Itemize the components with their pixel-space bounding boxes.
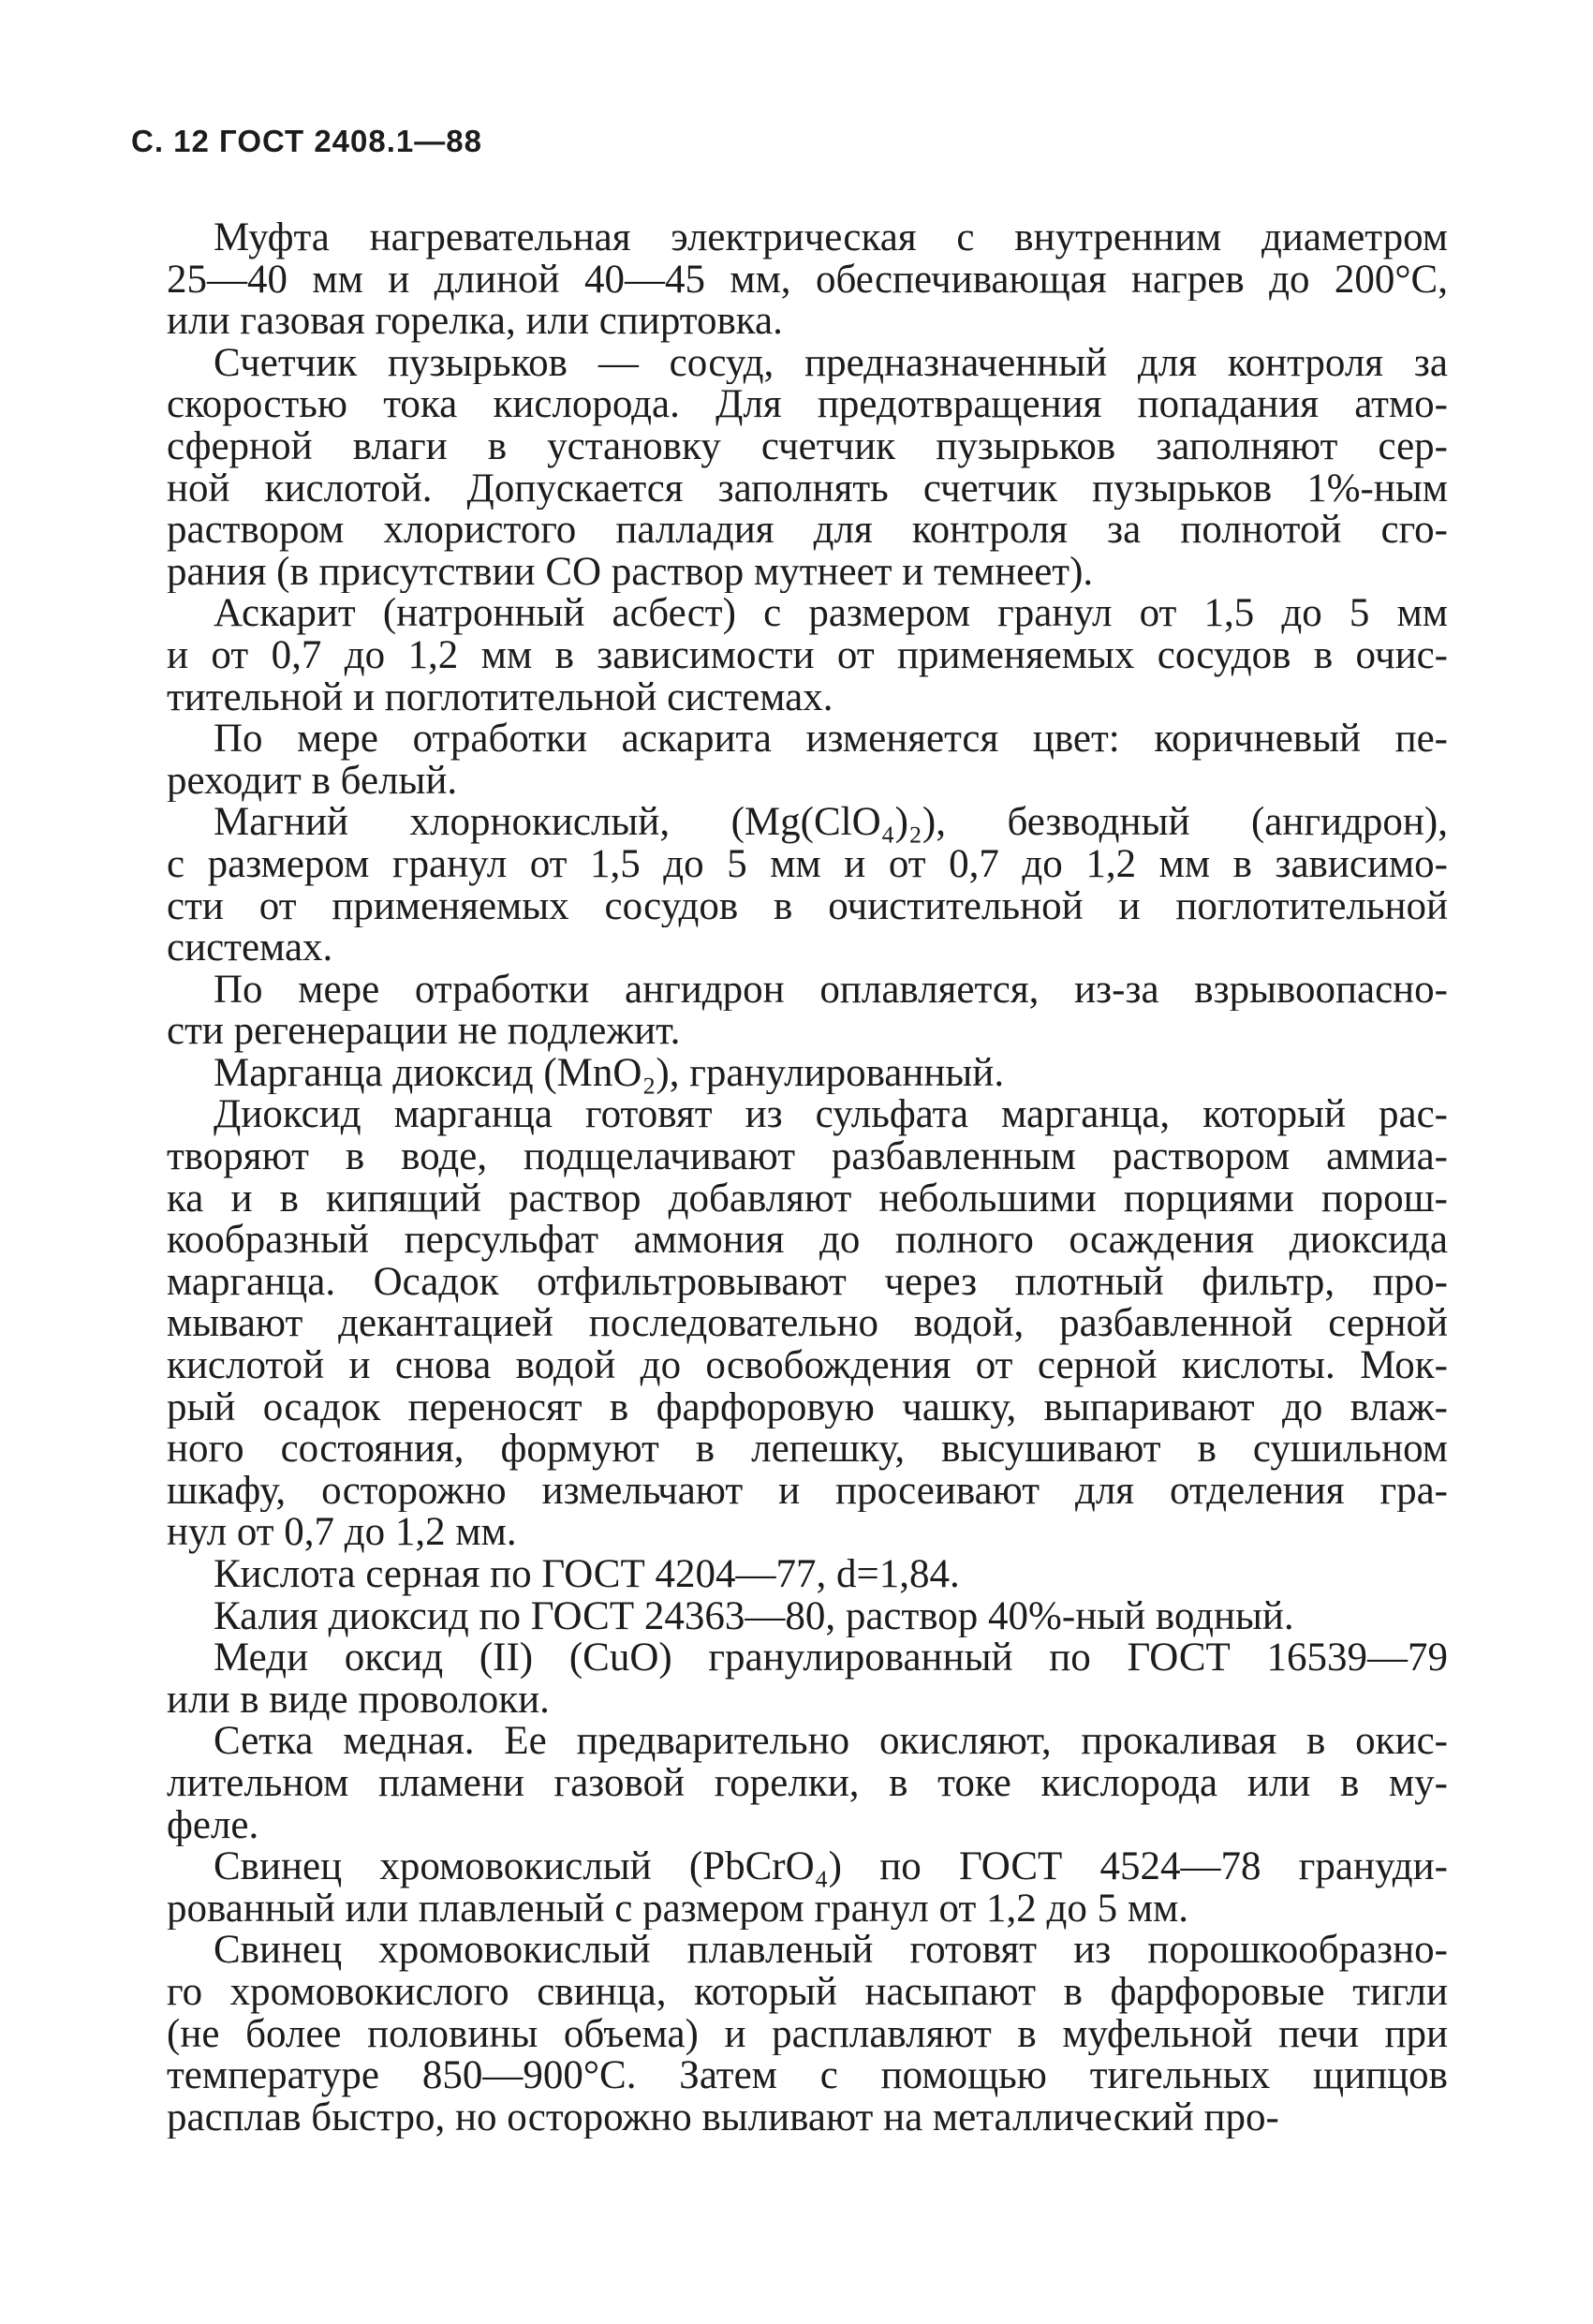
- text-line: реходит в белый.: [167, 760, 458, 803]
- text-line: и от 0,7 до 1,2 мм в зависимости от применяемых сосудов в очис-: [167, 634, 1448, 677]
- text-line: с размером гранул от 1,5 до 5 мм и от 0,7 до 1,2 мм в зависимо-: [167, 843, 1448, 886]
- paragraph: [167, 1053, 1448, 1095]
- paragraph: [167, 1637, 1448, 1721]
- text-line: сти регенерации не подлежит.: [167, 1011, 681, 1053]
- text-line: Диоксид марганца готовят из сульфата марганца, который рас-: [214, 1094, 1448, 1137]
- text-line: рания (в присутствии СО раствор мутнеет и темнеет).: [167, 551, 1094, 594]
- text-line: кообразный персульфат аммония до полного осаждения диоксида: [167, 1220, 1448, 1262]
- paragraph: [167, 1596, 1448, 1638]
- text-line: По мере отработки аскарита изменяется цвет: коричневый пе-: [214, 718, 1448, 761]
- paragraph: [167, 970, 1448, 1053]
- text-line: температуре 850—900°С. Затем с помощью тигельных щипцов: [167, 2055, 1448, 2097]
- text-line: Свинец хромовокислый (PbCrO₄) по ГОСТ 4524—78 грануди-: [214, 1846, 1448, 1888]
- text-line: тительной и поглотительной системах.: [167, 676, 833, 719]
- paragraph: [167, 1721, 1448, 1846]
- text-line: Аскарит (натронный асбест) с размером гранул от 1,5 до 5 мм: [214, 593, 1448, 635]
- text-line: расплав быстро, но осторожно выливают на металлический про-: [167, 2096, 1279, 2139]
- paragraph: [167, 1094, 1448, 1554]
- text-line: Меди оксид (II) (CuO) гранулированный по ГОСТ 16539—79: [214, 1637, 1448, 1680]
- page-header: С. 12 ГОСТ 2408.1—88: [131, 124, 482, 158]
- text-line: феле.: [167, 1804, 259, 1847]
- text-line: нул от 0,7 до 1,2 мм.: [167, 1512, 517, 1554]
- text-line: го хромовокислого свинца, который насыпают в фарфоровые тигли: [167, 1971, 1448, 2014]
- text-line: Сетка медная. Ее предварительно окисляют, прокаливая в окис-: [214, 1721, 1448, 1763]
- text-line: раствором хлористого палладия для контроля за полнотой сго-: [167, 510, 1448, 552]
- text-line: Муфта нагревательная электрическая с внутренним диаметром: [214, 217, 1448, 259]
- paragraph: [167, 802, 1448, 969]
- text-line: рованный или плавленый с размером гранул от 1,2 до 5 мм.: [167, 1887, 1189, 1931]
- text-line: шкафу, осторожно измельчают и просеивают для отделения гра-: [167, 1470, 1448, 1513]
- text-line: Счетчик пузырьков — сосуд, предназначенный для контроля за: [214, 342, 1448, 385]
- text-line: Свинец хромовокислый плавленый готовят из порошкообразно-: [214, 1930, 1448, 1972]
- text-line: Кислота серная по ГОСТ 4204—77, d=1,84.: [214, 1554, 960, 1596]
- text-line: марганца. Осадок отфильтровывают через плотный фильтр, про-: [167, 1261, 1448, 1304]
- text-line: системах.: [167, 927, 333, 970]
- paragraph: [167, 718, 1448, 802]
- text-line: сти от применяемых сосудов в очистительной и поглотительной: [167, 885, 1448, 928]
- text-line: лительном пламени газовой горелки, в токе кислорода или в му-: [167, 1762, 1448, 1805]
- paragraph: [167, 593, 1448, 718]
- text-line: творяют в воде, подщелачивают разбавленным раствором аммиа-: [167, 1136, 1448, 1178]
- text-line: Калия диоксид по ГОСТ 24363—80, раствор 40%-ный водный.: [214, 1595, 1294, 1638]
- paragraph: [167, 217, 1448, 343]
- text-line: По мере отработки ангидрон оплавляется, из-за взрывоопасно-: [214, 969, 1448, 1012]
- paragraph: [167, 1554, 1448, 1596]
- paragraph: [167, 1930, 1448, 2139]
- text-line: рый осадок переносят в фарфоровую чашку, выпаривают до влаж-: [167, 1386, 1448, 1429]
- document-body: [167, 217, 1448, 2139]
- text-line: Марганца диоксид (MnO₂), гранулированный.: [214, 1052, 1005, 1095]
- text-line: или в виде проволоки.: [167, 1679, 550, 1722]
- paragraph: [167, 343, 1448, 594]
- text-line: ного состояния, формуют в лепешку, высушивают в сушильном: [167, 1428, 1448, 1471]
- text-line: или газовая горелка, или спиртовка.: [167, 301, 783, 343]
- text-line: ка и в кипящий раствор добавляют небольшими порциями порош-: [167, 1177, 1448, 1221]
- text-line: (не более половины объема) и расплавляют в муфельной печи при: [167, 2013, 1448, 2056]
- text-line: сферной влаги в установку счетчик пузырьков заполняют сер-: [167, 425, 1448, 468]
- paragraph-container: [167, 217, 1448, 2139]
- text-line: кислотой и снова водой до освобождения от серной кислоты. Мок-: [167, 1345, 1448, 1387]
- text-line: мывают декантацией последовательно водой, разбавленной серной: [167, 1303, 1448, 1346]
- text-line: ной кислотой. Допускается заполнять счетчик пузырьков 1%-ным: [167, 467, 1448, 511]
- paragraph: [167, 1846, 1448, 1930]
- text-line: скоростью тока кислорода. Для предотвращения попадания атмо-: [167, 384, 1448, 426]
- text-line: Магний хлорнокислый, (Mg(ClO₄)₂), безводный (ангидрон),: [214, 802, 1448, 844]
- text-line: 25—40 мм и длиной 40—45 мм, обеспечивающая нагрев до 200°С,: [167, 259, 1448, 302]
